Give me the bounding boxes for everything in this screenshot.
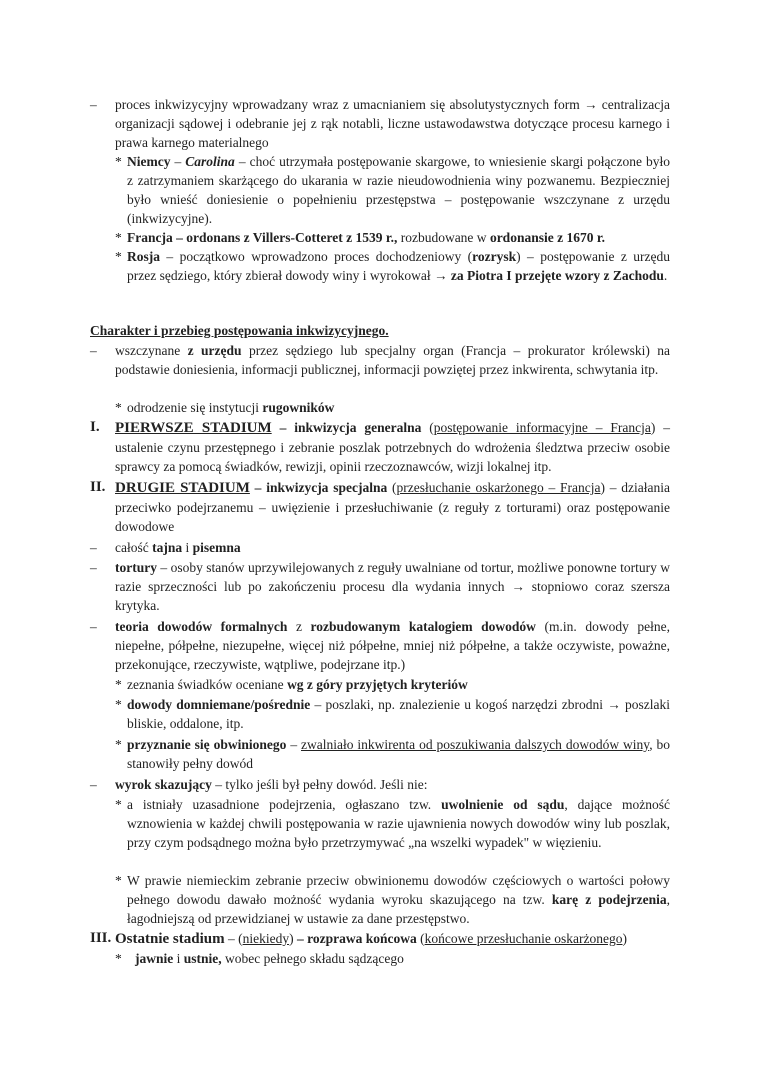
zeznania-item: zeznania świadków oceniane wg z góry przyjętych kryteriów [127,677,468,692]
wyrok-paragraph: wyrok skazujący – tylko jeśli był pełny dowód. Jeśli nie: [115,777,428,792]
dash-marker: – [90,540,97,555]
dash-marker: – [90,777,97,792]
stage-three-number: III. [90,930,112,946]
star-marker: * [115,400,122,415]
jawnie-item: jawnie i ustnie, wobec pełnego składu sądzącego [135,951,404,966]
dash-marker: – [90,97,97,112]
stage-two-paragraph: DRUGIE STADIUM – inkwizycja specjalna (przesłuchanie oskarżonego – Francja) – działania przeciwko podejrzanemu – uwięzienie i przesłuchiwanie (z reguły z torturami) oraz postępowanie dowodowe [115,480,671,534]
dash-marker: – [90,619,97,634]
star-marker: * [115,249,122,264]
teoria-paragraph: teoria dowodów formalnych z rozbudowanym katalogiem dowodów (m.in. dowody pełne, niepełne, półpełne, niezupełne, więcej niż półpełne, mniej niż półpełne, a także oczywiste, poważne, przekonujące, rzeczywiste, wątpliwe, podejrzane itp.) [115,619,670,672]
dowody-domniemane-item: dowody domniemane/pośrednie – poszlaki, np. znalezienie u kogoś narzędzi zbrodni → poszlaki bliskie, oddalone, itp. [127,697,671,731]
calosc-item: całość tajna i pisemna [115,540,241,555]
francja-item: Francja – ordonans z Villers-Cotteret z 1539 r., rozbudowane w ordonansie z 1670 r. [127,230,605,245]
star-marker: * [115,951,122,966]
kara-z-podejrzenia-item: W prawie niemieckim zebranie przeciw obwinionemu dowodów częściowych o wartości połowy pełnego dowodu dawało możność wydania wyroku skazującego na tzw. karę z podejrzenia, łagodniejszą od przewidzianej w ustawie za dane przestępstwo. [127,873,670,926]
star-marker: * [115,154,122,169]
star-marker: * [115,737,122,752]
stage-one-number: I. [90,419,100,435]
rugownicy-item: odrodzenie się instytucji rugowników [127,400,335,415]
niemcy-label: Niemcy [127,154,171,169]
star-marker: * [115,230,122,245]
dash-marker: – [90,560,97,575]
carolina-label: Carolina [185,154,235,169]
star-marker: * [115,697,122,712]
stage-two-number: II. [90,479,106,495]
niemcy-item: Niemcy – Carolina – choć utrzymała postępowanie skargowe, to wniesienie skargi połączone było z zatrzymaniem skarżącego do ukarania w razie nieudowodnienia winy pozwanemu. Bezpieczniej było wnieść doniesienie o popełnieniu przestępstwa – postępowanie wszczynane z urzędu (inkwizycyjne). [127,154,670,226]
tortury-paragraph: tortury – osoby stanów uprzywilejowanych z reguły uwalniane od tortur, możliwe ponowne tortury w razie sprzeczności lub po zakończeniu procesu dla wydania innych → stopniowo coraz szersza krytyka. [115,560,670,613]
dash-marker: – [90,343,97,358]
star-marker: * [115,677,122,692]
section-heading: Charakter i przebieg postępowania inkwizycyjnego. [90,323,389,338]
uwolnienie-item: a istniały uzasadnione podejrzenia, ogłaszano tzw. uwolnienie od sądu, dające możność wznowienia w każdej chwili postępowania w razie ujawnienia nowych dowodów winy lub poszlak, przy czym podsądnego można było przetrzymywać „na wszelki wypadek" w więzieniu. [127,797,670,850]
rosja-item: Rosja – początkowo wprowadzono proces dochodzeniowy (rozrysk) – postępowanie z urzędu przez sędziego, który zbierał dowody winy i wyrokował → za Piotra I przejęte wzory z Zachodu. [127,249,670,283]
star-marker: * [115,873,122,888]
przyznanie-item: przyznanie się obwinionego – zwalniało inkwirenta od poszukiwania dalszych dowodów winy, bo stanowiły pełny dowód [127,737,670,771]
wszczynane-paragraph: wszczynane z urzędu przez sędziego lub specjalny organ (Francja – prokurator królewski) na podstawie doniesienia, informacji publicznej, informacji powziętej przez inkwirenta, schwytania itp. [115,343,670,377]
intro-paragraph: proces inkwizycyjny wprowadzany wraz z umacnianiem się absolutystycznych form → centralizacja organizacji sądowej i odebranie jej z rąk notabli, liczne ustawodawstwa dotyczące procesu karnego i prawa karnego materialnego [115,97,670,150]
stage-one-paragraph: PIERWSZE STADIUM – inkwizycja generalna (postępowanie informacyjne – Francja) – ustalenie czynu przestępnego i zebranie poszlak potrzebnych do wdrożenia śledztwa przeciw osobie sprawcy za pomocą świadków, rewizji, opinii rzeczoznawców, wizji lokalnej itp. [115,420,670,474]
star-marker: * [115,797,122,812]
stage-three-paragraph: Ostatnie stadium – (niekiedy) – rozprawa końcowa (końcowe przesłuchanie oskarżonego) [115,931,628,947]
